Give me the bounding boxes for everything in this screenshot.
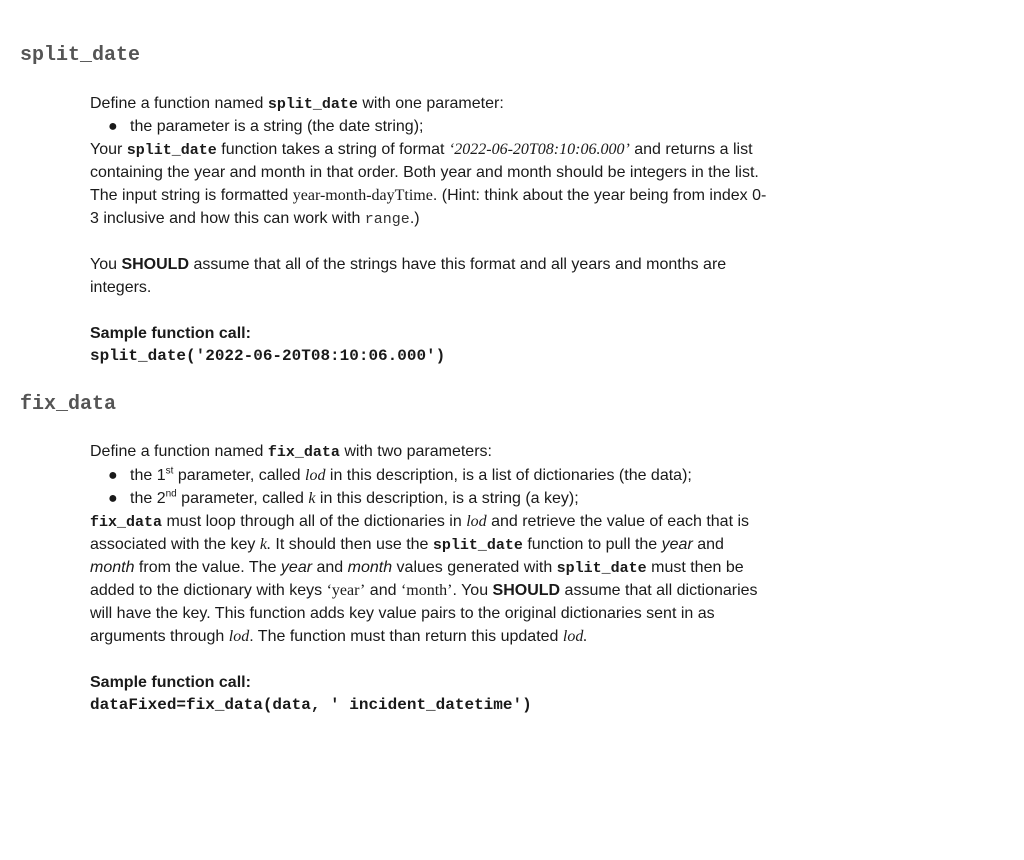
bullet-item [108,115,424,138]
bullet-icon: ● [108,490,118,507]
function-name: fix_data [267,444,340,461]
bullet-icon: ● [108,118,118,135]
bullet-icon: ● [108,467,118,484]
text: the 2 [130,490,166,507]
text: in this description, is a list of dictionaries (the data); [325,467,692,484]
text: and retrieve the value of each that is [486,513,750,530]
split-date-definition [90,92,995,116]
text: . (Hint: think about the year being from index 0- [432,187,767,204]
text: and [365,582,401,599]
emphasis: month [347,559,393,576]
text: and [692,536,724,553]
text: It should then use the [270,536,433,553]
function-name: fix_data [90,514,163,531]
bullet-text: the parameter is a string (the date string); [130,118,424,135]
function-name: split_date [126,142,217,159]
text: and [312,559,348,576]
split-date-description-line-3 [90,184,995,207]
format-pattern: year-month-dayTtime [292,187,433,204]
bullet-item [108,464,692,487]
text: Define a function named [90,443,268,460]
text: associated with the key [90,536,260,553]
text: and returns a list [629,141,753,158]
text: 3 inclusive and how this can work with [90,210,365,227]
text: .) [409,210,420,227]
emphasis: year [280,559,313,576]
variable: lod [466,513,487,530]
fix-data-description-line-5: will have the key. This function adds key value pairs to the original dictionaries sent in as [90,605,715,622]
emphasis: month [90,559,135,576]
text: from the value. The [134,559,281,576]
text: must loop through all of the dictionaries in [162,513,467,530]
variable: k. [259,536,271,553]
text: Define a function named [90,95,268,112]
fix-data-description-line-4 [90,579,995,602]
split-date-description-line-4 [90,207,995,231]
text: assume that all of the strings have this format and all years and months are [189,256,727,273]
fix-data-definition [90,440,995,464]
split-date-description-line-2: containing the year and month in that order. Both year and month should be integers in the list. [90,164,759,181]
fix-data-description-line-6 [90,625,995,648]
text: function to pull the [522,536,662,553]
code-range: range [364,211,410,228]
text: parameter, called [176,490,309,507]
text: You [90,256,122,273]
sample-call-label: Sample function call: [90,674,251,691]
emphasis: SHOULD [492,582,561,599]
function-name: split_date [267,96,358,113]
text: must then be [646,559,744,576]
assumption-line-1 [90,253,995,276]
text: assume that all dictionaries [560,582,758,599]
sample-call-code: dataFixed=fix_data(data, ' incident_datetime') [90,696,532,714]
ordinal-suffix: st [165,465,174,477]
text: . The function must than return this updated [249,628,563,645]
text: with one parameter: [357,95,504,112]
variable: lod [305,467,326,484]
function-name: split_date [556,560,647,577]
emphasis: SHOULD [121,256,190,273]
variable: k [308,490,316,507]
text: values generated with [392,559,557,576]
section-title-split-date: split_date [20,44,141,67]
function-name: split_date [432,537,523,554]
text: the 1 [130,467,166,484]
variable: lod. [562,628,588,645]
fix-data-description-line-3 [90,556,995,580]
text: with two parameters: [339,443,492,460]
text: added to the dictionary with keys [90,582,327,599]
fix-data-description-line-1 [90,510,995,534]
text: parameter, called [173,467,305,484]
section-title-fix-data: fix_data [20,393,117,416]
sample-call-label: Sample function call: [90,325,251,342]
fix-data-description-line-2 [90,533,995,557]
emphasis: year [661,536,693,553]
bullet-item [108,487,579,510]
text: arguments through [90,628,229,645]
variable: lod [228,628,250,645]
text: Your [90,141,127,158]
key-name: ‘month’ [400,582,453,599]
format-example: ‘2022-06-20T08:10:06.000’ [448,141,630,158]
assumption-line-2: integers. [90,279,152,296]
split-date-description-line-1 [90,138,995,162]
sample-call-code: split_date('2022-06-20T08:10:06.000') [90,347,446,365]
key-name: ‘year’ [326,582,366,599]
text: The input string is formatted [90,187,293,204]
ordinal-suffix: nd [165,488,177,500]
text: in this description, is a string (a key); [315,490,579,507]
text: . You [452,582,493,599]
text: function takes a string of format [216,141,449,158]
